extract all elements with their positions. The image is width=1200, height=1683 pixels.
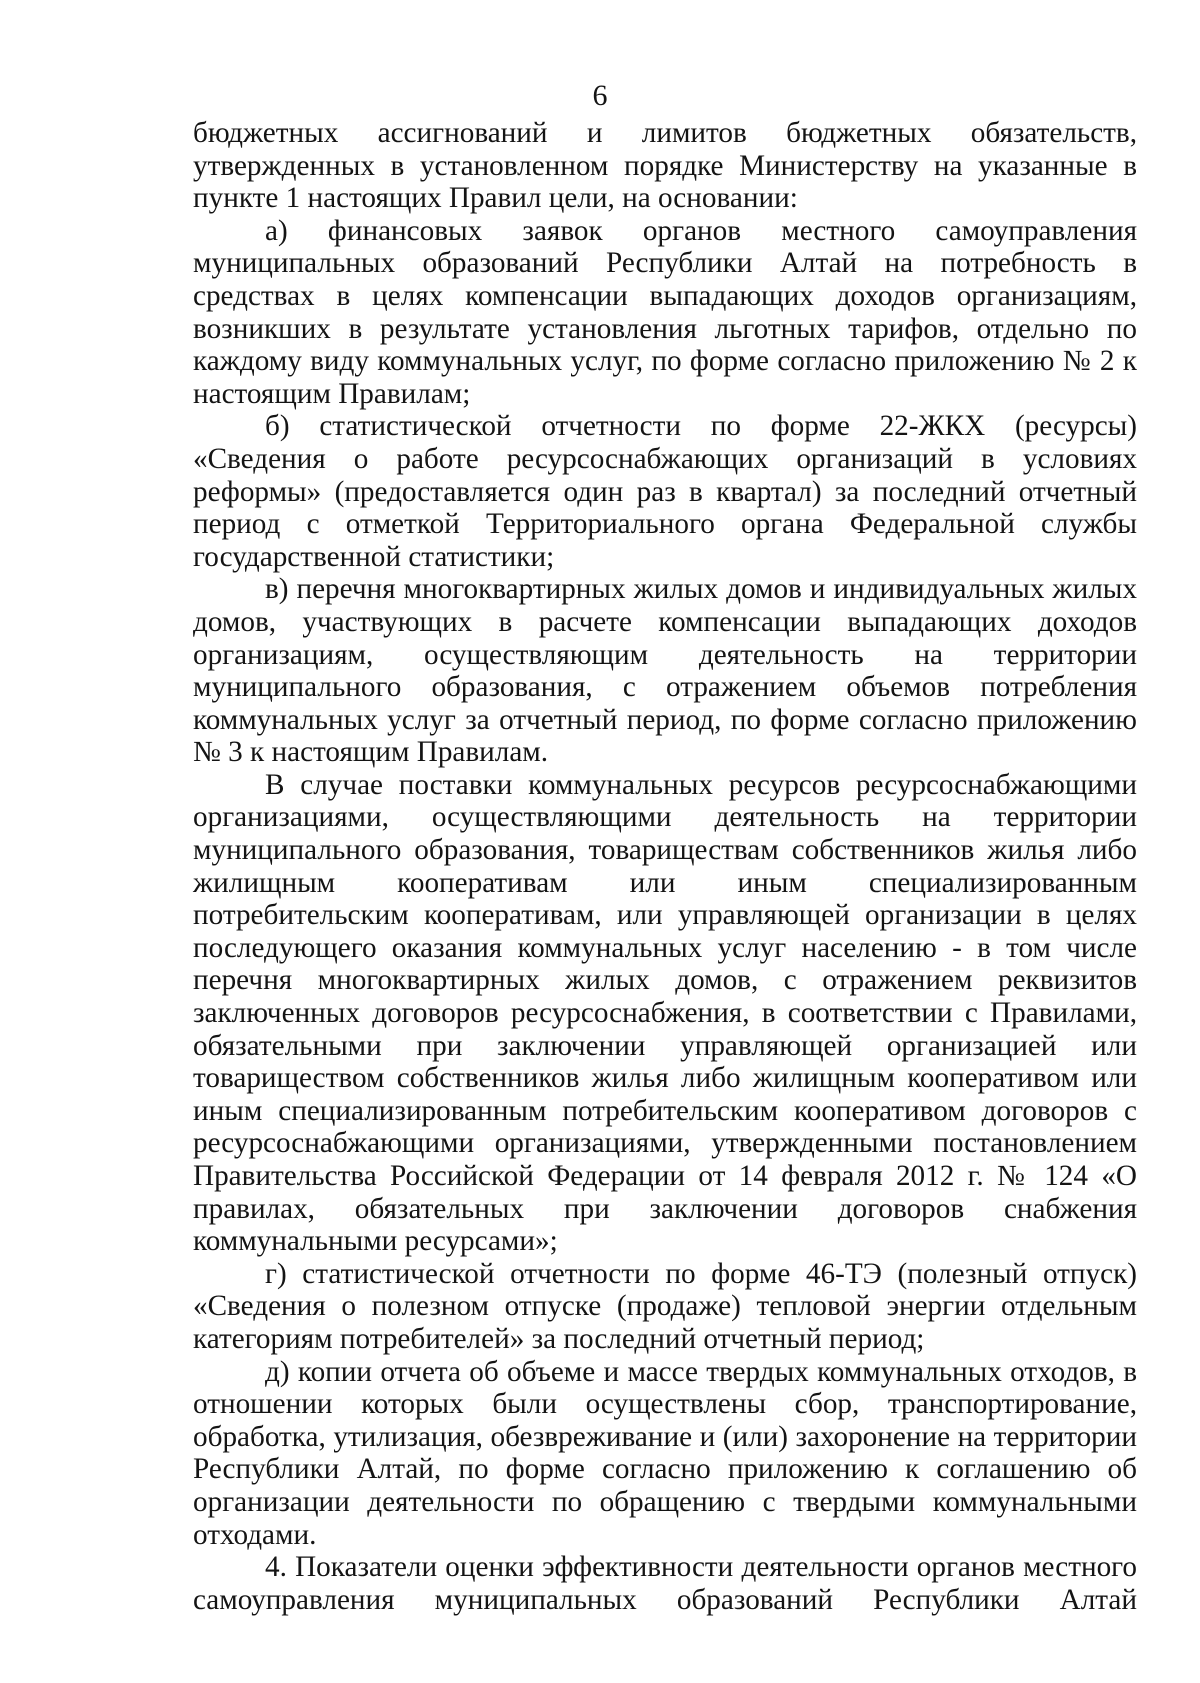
paragraph-item-g: г) статистической отчетности по форме 46-ТЭ (полезный отпуск) «Сведения о полезном отпуске (продаже) тепловой энергии отдельным категориям потребителей» за последний отчетный период; <box>193 1257 1137 1355</box>
paragraph-section-4: 4. Показатели оценки эффективности деятельности органов местного самоуправления муниципальных образований Республики Алтай <box>193 1551 1137 1616</box>
document-body <box>193 117 1137 1616</box>
paragraph-item-a: а) финансовых заявок органов местного самоуправления муниципальных образований Республики Алтай на потребность в средствах в целях компенсации выпадающих доходов организациям, возникших в результате установления льготных тарифов, отдельно по каждому виду коммунальных услуг, по форме согласно приложению № 2 к настоящим Правилам; <box>193 214 1137 410</box>
paragraph-item-d: д) копии отчета об объеме и массе твердых коммунальных отходов, в отношении которых были осуществлены сбор, транспортирование, обработка, утилизация, обезвреживание и (или) захоронение на территории Республики Алтай, по форме согласно приложению к соглашению об организации деятельности по обращению с твердыми коммунальными отходами. <box>193 1355 1137 1551</box>
page-number: 6 <box>592 79 608 112</box>
paragraph-resource-supply-case: В случае поставки коммунальных ресурсов ресурсоснабжающими организациями, осуществляющими деятельность на территории муниципального образования, товариществам собственников жилья либо жилищным кооперативам или иным специализированным потребительским кооперативам, или управляющей организации в целях последующего оказания коммунальных услуг населению - в том числе перечня многоквартирных жилых домов, с отражением реквизитов заключенных договоров ресурсоснабжения, в соответствии с Правилами, обязательными при заключении управляющей организацией или товариществом собственников жилья либо жилищным кооперативом или иным специализированным потребительским кооперативом договоров с ресурсоснабжающими организациями, утвержденными постановлением Правительства Российской Федерации от 14 февраля 2012 г. № 124 «О правилах, обязательных при заключении договоров снабжения коммунальными ресурсами»; <box>193 768 1137 1258</box>
paragraph-intro-continuation: бюджетных ассигнований и лимитов бюджетных обязательств, утвержденных в установленном порядке Министерству на указанные в пункте 1 настоящих Правил цели, на основании: <box>193 117 1137 215</box>
paragraph-item-v: в) перечня многоквартирных жилых домов и индивидуальных жилых домов, участвующих в расчете компенсации выпадающих доходов организациям, осуществляющим деятельность на территории муниципального образования, с отражением объемов потребления коммунальных услуг за отчетный период, по форме согласно приложению № 3 к настоящим Правилам. <box>193 573 1137 769</box>
paragraph-item-b: б) статистической отчетности по форме 22-ЖКХ (ресурсы) «Сведения о работе ресурсоснабжающих организаций в условиях реформы» (предоставляется один раз в квартал) за последний отчетный период с отметкой Территориального органа Федеральной службы государственной статистики; <box>193 410 1137 573</box>
